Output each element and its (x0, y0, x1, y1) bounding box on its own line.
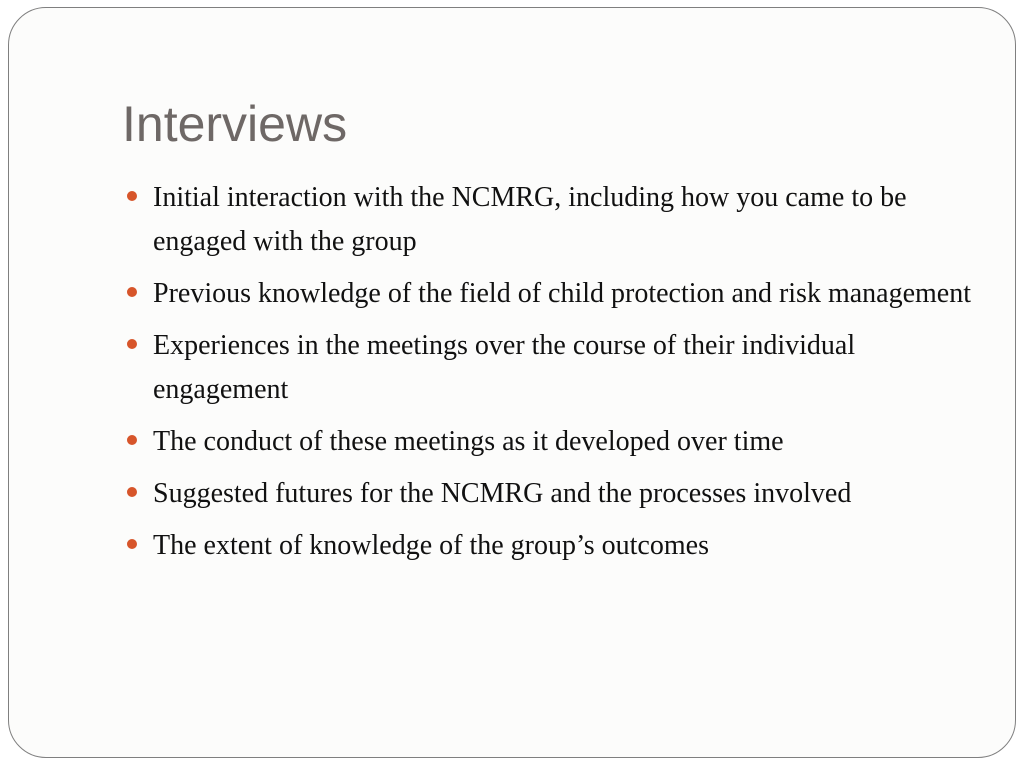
bullet-dot-icon (127, 487, 137, 497)
bullet-text: Initial interaction with the NCMRG, including how you came to be engaged with the group (153, 182, 907, 257)
bullet-dot-icon (127, 191, 137, 201)
bullet-dot-icon (127, 435, 137, 445)
bullet-text: Previous knowledge of the field of child protection and risk management (153, 278, 972, 309)
bullet-text: The extent of knowledge of the group’s outcomes (153, 530, 709, 561)
bullet-text: Suggested futures for the NCMRG and the processes involved (153, 478, 852, 509)
slide-title: Interviews (122, 96, 348, 152)
bullet-dot-icon (127, 287, 137, 297)
slide (8, 7, 1016, 758)
bullet-item (127, 272, 977, 316)
bullet-dot-icon (127, 539, 137, 549)
bullet-text: The conduct of these meetings as it developed over time (153, 426, 784, 457)
bullet-item (127, 176, 977, 264)
bullet-text: Experiences in the meetings over the course of their individual engagement (153, 330, 856, 405)
bullet-item (127, 324, 977, 412)
bullet-item (127, 524, 977, 568)
bullet-dot-icon (127, 339, 137, 349)
bullet-list (127, 176, 977, 576)
bullet-item (127, 472, 977, 516)
bullet-item (127, 420, 977, 464)
